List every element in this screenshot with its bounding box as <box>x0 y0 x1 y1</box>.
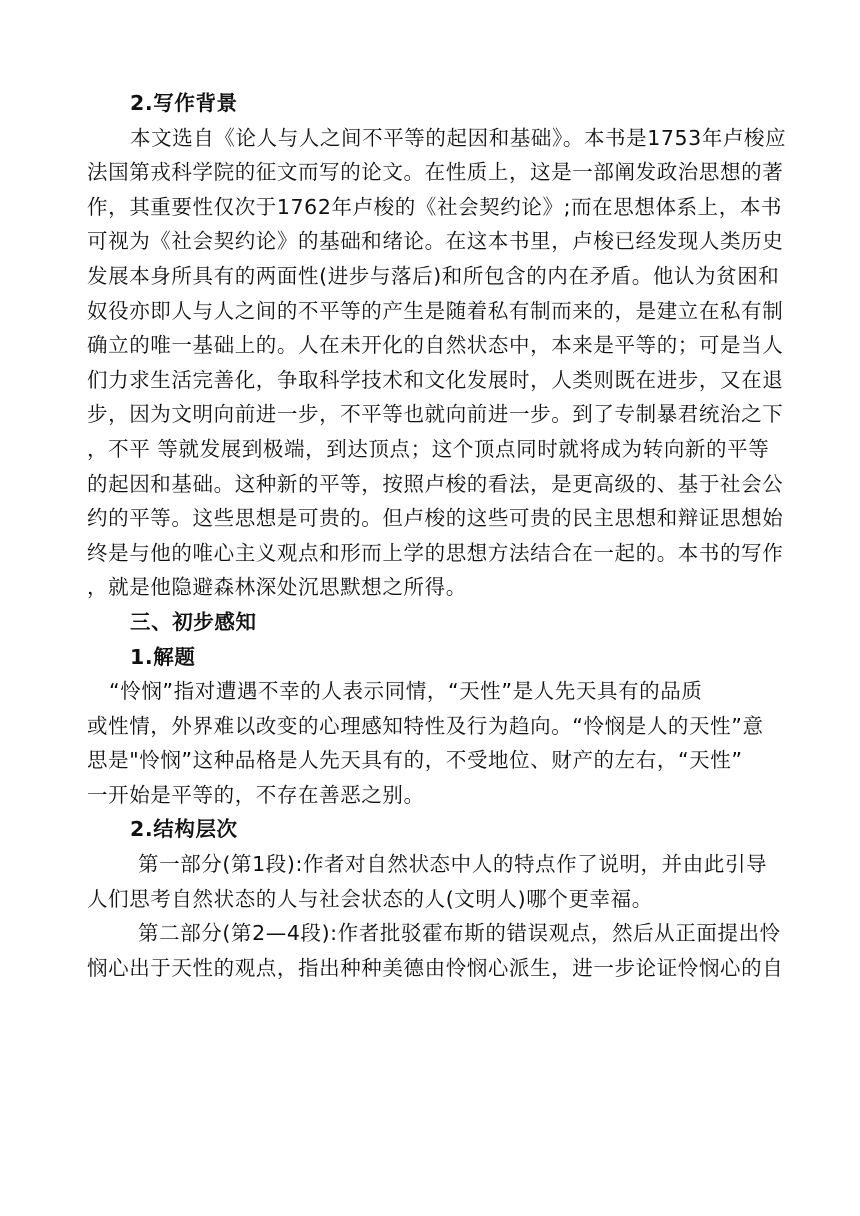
paragraph-line: ，就是他隐避森林深处沉思默想之所得。 <box>87 575 467 600</box>
paragraph-line: 的起因和基础。这种新的平等，按照卢梭的看法，是更高级的、基于社会公 <box>87 471 784 496</box>
paragraph-line: 或性情，外界难以改变的心理感知特性及行为趋向。“怜悯是人的天性”意 <box>87 713 764 738</box>
paragraph-line: 发展本身所具有的两面性(进步与落后)和所包含的内在矛盾。他认为贫困和 <box>87 263 780 288</box>
section-heading-initial-perception: 三、初步感知 <box>130 609 257 634</box>
paragraph-line: 奴役亦即人与人之间的不平等的产生是随着私有制而来的，是建立在私有制 <box>87 298 784 323</box>
section-heading-title-explanation: 1.解题 <box>130 644 196 669</box>
paragraph-line: “怜悯”指对遭遇不幸的人表示同情，“天性”是人先天具有的品质 <box>109 679 703 704</box>
paragraph-line: 终是与他的唯心主义观点和形而上学的思想方法结合在一起的。本书的写作 <box>87 540 784 565</box>
paragraph-line: 可视为《社会契约论》的基础和绪论。在这本书里，卢梭已经发现人类历史 <box>87 229 784 254</box>
paragraph-line: 第二部分(第2—4段):作者批驳霍布斯的错误观点，然后从正面提出怜 <box>138 921 781 946</box>
paragraph-line: 人们思考自然状态的人与社会状态的人(文明人)哪个更幸福。 <box>87 886 653 911</box>
paragraph-line: 约的平等。这些思想是可贵的。但卢梭的这些可贵的民主思想和辩证思想始 <box>87 506 784 531</box>
paragraph-line: 思是"怜悯”这种品格是人先天具有的，不受地位、财产的左右，“天性” <box>87 748 743 773</box>
paragraph-line: 第一部分(第1段):作者对自然状态中人的特点作了说明，并由此引导 <box>138 852 768 877</box>
paragraph-line: 本文选自《论人与人之间不平等的起因和基础》。本书是1753年卢梭应 <box>130 125 787 150</box>
paragraph-line: 悯心出于天性的观点，指出种种美德由怜悯心派生，进一步论证怜悯心的自 <box>87 955 784 980</box>
paragraph-line: 们力求生活完善化，争取科学技术和文化发展时，人类则既在进步，又在退 <box>87 367 784 392</box>
document-body <box>87 86 787 985</box>
paragraph-line: 一开始是平等的，不存在善恶之别。 <box>87 782 425 807</box>
paragraph-line: 法国第戎科学院的征文而写的论文。在性质上，这是一部阐发政治思想的著 <box>87 160 784 185</box>
section-heading-structure: 2.结构层次 <box>130 817 238 842</box>
paragraph-line: 确立的唯一基础上的。人在未开化的自然状态中，本来是平等的；可是当人 <box>87 333 784 358</box>
paragraph-line: 步，因为文明向前进一步，不平等也就向前进一步。到了专制暴君统治之下 <box>87 402 784 427</box>
paragraph-line: 作，其重要性仅次于1762年卢梭的《社会契约论》;而在思想体系上，本书 <box>87 194 783 219</box>
section-heading-writing-background: 2.写作背景 <box>130 91 238 115</box>
paragraph-line: ，不平 等就发展到极端，到达顶点；这个顶点同时就将成为转向新的平等 <box>87 436 770 461</box>
